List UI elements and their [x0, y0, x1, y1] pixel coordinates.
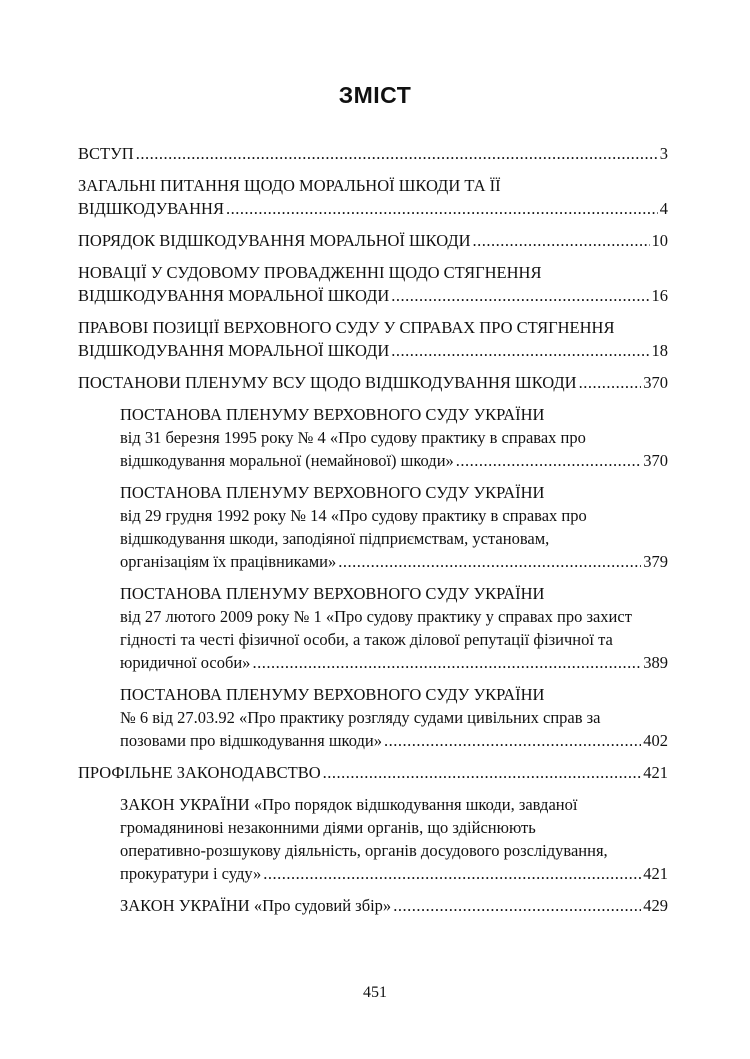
toc-entry-line: відшкодування шкоди, заподіяної підприємствам, установам,	[120, 529, 550, 548]
toc-page-number: 379	[643, 552, 668, 571]
toc-entry-line: НОВАЦІЇ У СУДОВОМУ ПРОВАДЖЕННІ ЩОДО СТЯГНЕННЯ	[78, 263, 542, 282]
toc-subentry-resolution-2009[interactable]	[120, 582, 668, 674]
toc-entry-line: ПОСТАНОВА ПЛЕНУМУ ВЕРХОВНОГО СУДУ УКРАЇНИ	[120, 405, 545, 424]
dot-leader	[391, 284, 649, 307]
toc-subentry-law-compensation[interactable]	[120, 793, 668, 885]
toc-page-number: 389	[643, 653, 668, 672]
toc-entry-title: ВІДШКОДУВАННЯ	[78, 199, 224, 218]
toc-entry-title: ВІДШКОДУВАННЯ МОРАЛЬНОЇ ШКОДИ	[78, 286, 390, 305]
dot-leader	[384, 729, 641, 752]
dot-leader	[226, 197, 658, 220]
toc-entry-last-line	[78, 761, 668, 784]
toc-entry-last-line	[78, 371, 668, 394]
toc-page-number: 4	[659, 199, 668, 218]
toc-entry-line: ПОСТАНОВА ПЛЕНУМУ ВЕРХОВНОГО СУДУ УКРАЇНИ	[120, 483, 545, 502]
toc-subentry-law-court-fee[interactable]	[120, 894, 668, 917]
dot-leader	[323, 761, 642, 784]
dot-leader	[456, 449, 641, 472]
toc-entry-line: від 29 грудня 1992 року № 14 «Про судову практику в справах про	[120, 506, 587, 525]
toc-entry-last-line	[120, 651, 668, 674]
toc-entry-line: гідності та честі фізичної особи, а також ділової репутації фізичної та	[120, 630, 613, 649]
toc-entry-title: організаціям їх працівниками»	[120, 552, 337, 571]
toc-entry-title: позовами про відшкодування шкоди»	[120, 731, 382, 750]
toc-entry-innovations[interactable]	[78, 261, 668, 307]
dot-leader	[263, 862, 641, 885]
toc-entry-last-line	[120, 550, 668, 573]
toc-page-number: 10	[651, 231, 668, 250]
toc-page-number: 370	[643, 451, 668, 470]
toc-entry-title: ВСТУП	[78, 144, 134, 163]
toc-page-number: 370	[643, 373, 668, 392]
toc-page-number: 421	[643, 763, 668, 782]
toc-entry-title: ПОРЯДОК ВІДШКОДУВАННЯ МОРАЛЬНОЇ ШКОДИ	[78, 231, 471, 250]
toc-entry-line: ЗАКОН УКРАЇНИ «Про порядок відшкодування шкоди, завданої	[120, 795, 578, 814]
toc-entry-compensation-procedure[interactable]	[78, 229, 668, 252]
toc-entry-plenum-resolutions[interactable]	[78, 371, 668, 394]
toc-subentry-resolution-1992[interactable]	[120, 481, 668, 573]
toc-entry-last-line	[78, 142, 668, 165]
toc-entry-line: оперативно-розшукову діяльність, органів досудового розслідування,	[120, 841, 608, 860]
toc-entry-title: прокуратури і суду»	[120, 864, 262, 883]
toc-entry-line: № 6 від 27.03.92 «Про практику розгляду судами цивільних справ за	[120, 708, 601, 727]
toc-page-number: 18	[651, 341, 668, 360]
toc-page-number: 402	[643, 731, 668, 750]
toc-entry-title: ЗАКОН УКРАЇНИ «Про судовий збір»	[120, 896, 392, 915]
toc-entry-last-line	[78, 284, 668, 307]
toc-page-number: 429	[643, 896, 668, 915]
toc-entry-title: відшкодування моральної (немайнової) шкоди»	[120, 451, 454, 470]
toc-page-number: 16	[651, 286, 668, 305]
toc-page-number: 3	[659, 144, 668, 163]
toc-entry-last-line	[78, 339, 668, 362]
toc-entry-title: юридичної особи»	[120, 653, 251, 672]
page-title: ЗМІСТ	[338, 82, 412, 108]
toc-entry-legal-positions[interactable]	[78, 316, 668, 362]
toc-entry-legislation[interactable]	[78, 761, 668, 784]
dot-leader	[252, 651, 641, 674]
toc-entry-last-line	[120, 729, 668, 752]
toc-entry-line: ЗАГАЛЬНІ ПИТАННЯ ЩОДО МОРАЛЬНОЇ ШКОДИ ТА ЇЇ	[78, 176, 501, 195]
toc-entry-last-line	[78, 197, 668, 220]
toc-entry-title: ПОСТАНОВИ ПЛЕНУМУ ВСУ ЩОДО ВІДШКОДУВАННЯ ШКОДИ	[78, 373, 577, 392]
toc-page-number: 421	[643, 864, 668, 883]
table-of-contents	[78, 142, 668, 926]
dot-leader	[393, 894, 641, 917]
toc-entry-line: ПОСТАНОВА ПЛЕНУМУ ВЕРХОВНОГО СУДУ УКРАЇНИ	[120, 685, 545, 704]
toc-entry-general-issues[interactable]	[78, 174, 668, 220]
dot-leader	[579, 371, 642, 394]
toc-entry-title: ВІДШКОДУВАННЯ МОРАЛЬНОЇ ШКОДИ	[78, 341, 390, 360]
toc-entry-line: громадянинові незаконними діями органів, що здійснюють	[120, 818, 536, 837]
dot-leader	[338, 550, 641, 573]
dot-leader	[473, 229, 650, 252]
toc-entry-title: ПРОФІЛЬНЕ ЗАКОНОДАВСТВО	[78, 763, 321, 782]
toc-entry-introduction[interactable]	[78, 142, 668, 165]
toc-entry-last-line	[120, 449, 668, 472]
toc-entry-last-line	[120, 894, 668, 917]
toc-subentry-resolution-1995[interactable]	[120, 403, 668, 472]
toc-entry-line: ПРАВОВІ ПОЗИЦІЇ ВЕРХОВНОГО СУДУ У СПРАВАХ ПРО СТЯГНЕННЯ	[78, 318, 615, 337]
toc-entry-line: ПОСТАНОВА ПЛЕНУМУ ВЕРХОВНОГО СУДУ УКРАЇНИ	[120, 584, 545, 603]
dot-leader	[136, 142, 658, 165]
toc-subentry-resolution-1992-no6[interactable]	[120, 683, 668, 752]
dot-leader	[391, 339, 649, 362]
toc-entry-last-line	[120, 862, 668, 885]
toc-entry-line: від 31 березня 1995 року № 4 «Про судову практику в справах про	[120, 428, 586, 447]
toc-entry-last-line	[78, 229, 668, 252]
page-number: 451	[363, 984, 387, 1001]
toc-entry-line: від 27 лютого 2009 року № 1 «Про судову практику у справах про захист	[120, 607, 632, 626]
